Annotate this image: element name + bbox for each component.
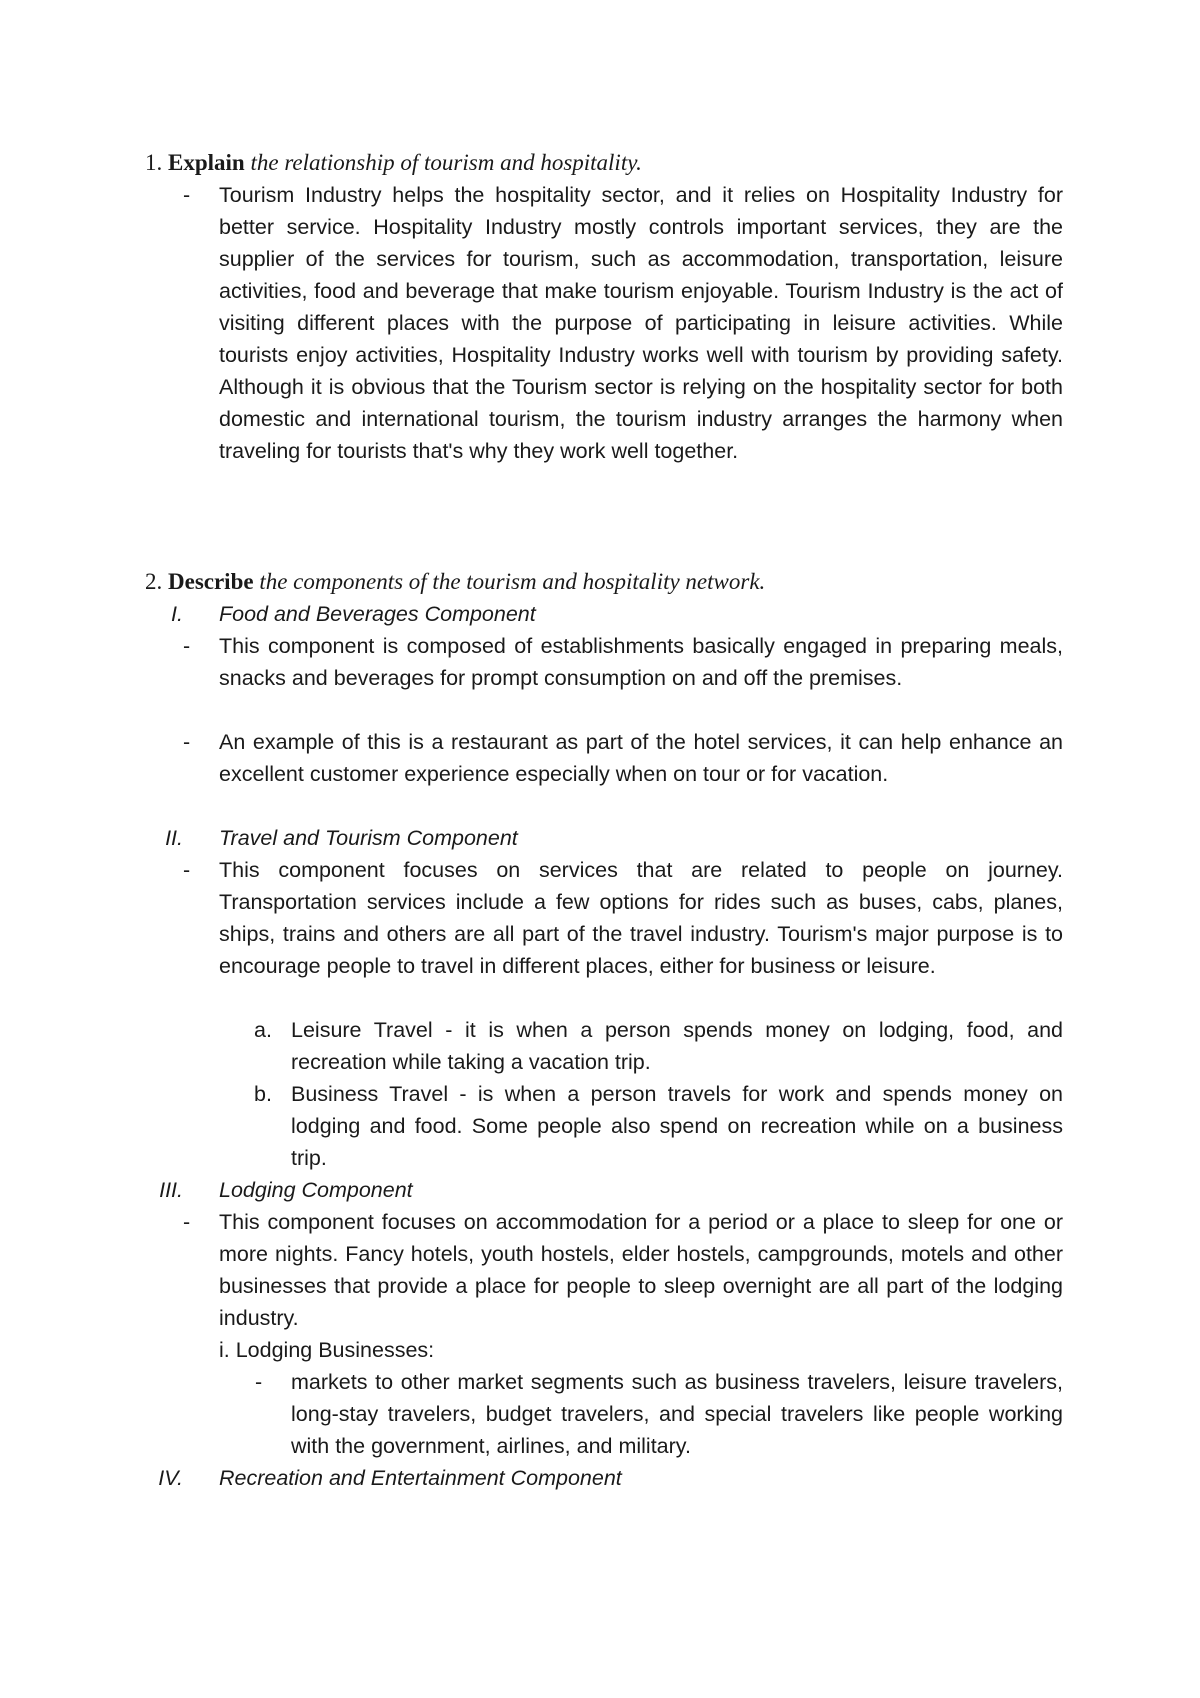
question-1-number: 1. <box>145 150 163 175</box>
subitem-b-label: b. <box>254 1082 272 1106</box>
question-2-number: 2. <box>145 569 163 594</box>
bullet-dash: - <box>183 730 191 754</box>
component-3-numeral: III. <box>159 1178 183 1202</box>
component-3-title: Lodging Component <box>219 1178 413 1202</box>
component-4-title: Recreation and Entertainment Component <box>219 1466 622 1490</box>
component-2-numeral: II. <box>165 826 183 850</box>
question-1-answer: Tourism Industry helps the hospitality sector, and it relies on Hospitality Industry for better service. Hospitality Industry mostly controls important services, they are the supplier of the services for tourism, such as accommodation, transportation, leisure activities, food and beverage that make tourism enjoyable. Tourism Industry is the act of visiting different places with the purpose of participating in leisure activities. While tourists enjoy activities, Hospitality Industry works well with tourism by providing safety. Although it is obvious that the Tourism sector is relying on the hospitality sector for both domestic and international tourism, the tourism industry arranges the harmony when traveling for tourists that's why they work well together. <box>219 183 1063 463</box>
component-1-title: Food and Beverages Component <box>219 602 536 626</box>
question-2-prompt: the components of the tourism and hospitality network. <box>259 569 766 594</box>
lodging-businesses-bullet: markets to other market segments such as business travelers, leisure travelers, long-stay travelers, budget travelers, and special travelers like people working with the government, airlines, and military. <box>291 1370 1063 1458</box>
component-1-bullet-2: An example of this is a restaurant as part of the hotel services, it can help enhance an excellent customer experience especially when on tour or for vacation. <box>219 730 1063 786</box>
question-1-keyword: Explain <box>168 150 245 175</box>
bullet-dash: - <box>183 634 191 658</box>
subitem-b-text: Business Travel - is when a person travels for work and spends money on lodging and food. Some people also spend on recreation while on a business trip. <box>291 1082 1063 1170</box>
component-3-bullet-1: This component focuses on accommodation for a period or a place to sleep for one or more nights. Fancy hotels, youth hostels, elder hostels, campgrounds, motels and other businesses that provide a place for people to sleep overnight are all part of the lodging industry. <box>219 1210 1063 1330</box>
subitem-a-label: a. <box>254 1018 272 1042</box>
component-2-title: Travel and Tourism Component <box>219 826 518 850</box>
component-2-bullet-1: This component focuses on services that are related to people on journey. Transportation services include a few options for rides such as buses, cabs, planes, ships, trains and others are all part of the travel industry. Tourism's major purpose is to encourage people to travel in different places, either for business or leisure. <box>219 858 1063 978</box>
bullet-dash: - <box>183 1210 191 1234</box>
question-2-keyword: Describe <box>168 569 254 594</box>
component-1-bullet-1: This component is composed of establishments basically engaged in preparing meals, snacks and beverages for prompt consumption on and off the premises. <box>219 634 1063 690</box>
bullet-dash: - <box>183 183 191 207</box>
question-1-heading <box>145 147 642 179</box>
lodging-businesses-heading: i. Lodging Businesses: <box>219 1338 435 1362</box>
bullet-dash: - <box>255 1370 263 1394</box>
bullet-dash: - <box>183 858 191 882</box>
question-2-heading <box>145 566 765 598</box>
component-1-numeral: I. <box>171 602 183 626</box>
question-1-prompt: the relationship of tourism and hospitality. <box>250 150 642 175</box>
component-4-numeral: IV. <box>158 1466 183 1490</box>
subitem-a-text: Leisure Travel - it is when a person spends money on lodging, food, and recreation while taking a vacation trip. <box>291 1018 1063 1074</box>
